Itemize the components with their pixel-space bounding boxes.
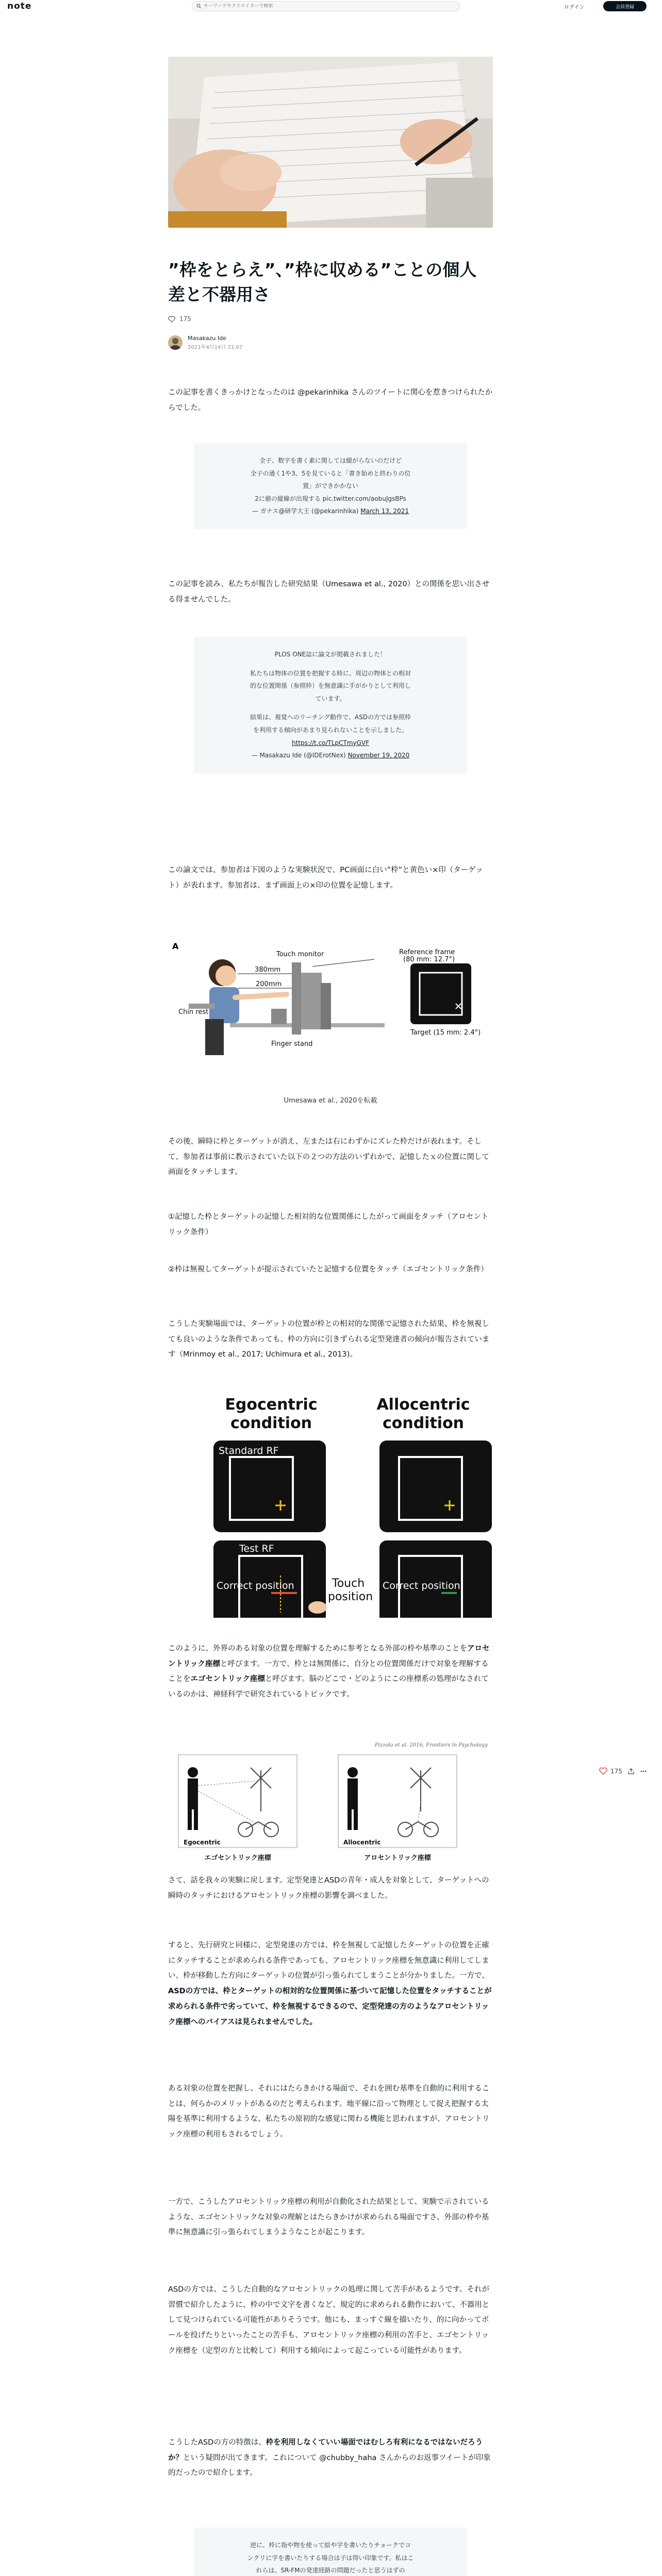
hero-image <box>168 57 493 228</box>
touch-position-label: position <box>328 1590 373 1603</box>
paragraph: この論文では、参加者は下図のような実験状況で、PC画面に白い”枠”と黄色い×印（ターゲット）が表れます。参加者は、まず画面上の×印の位置を記憶します。 <box>168 866 483 890</box>
tweet-embed <box>194 637 467 773</box>
site-header <box>0 0 662 12</box>
paragraph: この記事を読み、私たちが報告した研究結果（Umesawa et al., 2020）との関係を思い出させる得ませんでした。 <box>168 580 490 604</box>
emphasis: ASDの方では、枠とターゲットの相対的な位置関係に基づいて記憶した位置をタッチすることが求められる条件で劣っていて、枠を無視するできるので、定型発達の方のようなアロセントリック座標へのバイアスは見られませんでした。 <box>168 1987 492 2026</box>
tweet-embed <box>194 443 467 529</box>
paragraph: ASDの方では、こうした自動的なアロセントリックの処理に関して苦手があるようです。それが習慣で紹介したように、枠の中で文字を書くなど、規定的に求められる動作において、不器用として見つけられている可能性がありそうです。他にも、まっすぐ線を描いたり、的に向かってボールを投げたりといったことの苦手も、アロセントリック座標の利用の苦手と、エゴセントリック座標を（定型の方と比較して）利用する傾向によって起こっている可能性があります。 <box>168 2285 490 2355</box>
likes-count: 175 <box>179 315 191 323</box>
more-icon[interactable] <box>640 1768 647 1775</box>
search-icon <box>196 4 202 9</box>
tweet-line: ています。 <box>315 694 346 702</box>
allocentric-label: Allocentric <box>343 1839 381 1846</box>
tweet-date-link[interactable]: November 19, 2020 <box>347 752 410 759</box>
tweet-author: — ガナス@研学大王 (@pekarinhika) <box>252 507 359 515</box>
reference-frame-label: Reference frame <box>399 948 455 956</box>
tweet-line: 全子、数字を書く素に関しては綴がらないのだけど <box>259 457 402 464</box>
emphasis: エゴセントリック座標 <box>190 1675 265 1684</box>
emphasis: 枠を利用しなくていい場面ではむしろ有利になるではないだろうか？ <box>168 2438 483 2462</box>
figure-coordinate-illustration <box>168 1739 493 1863</box>
share-icon[interactable] <box>627 1768 635 1775</box>
chin-rest-label: Chin rest <box>178 1008 209 1016</box>
tweet-line: PLOS ONE誌に論文が掲載されました！ <box>274 651 387 658</box>
paragraph: このように、外界のある対象の位置を理解するために参考となる外部の枠や基準のことをアロセントリック座標と呼びます。一方で、枠とは無関係に、自分との位置関係だけで対象を理解することをエゴセントリック座標と呼びます。脳のどこで・どのようにこの座標系の処理がなされているのかは、神経科学で研究されているトピックです。 <box>168 1645 490 1699</box>
article-title: ”枠をとらえ”、”枠に収める”ことの個人差と不器用さ <box>168 260 477 304</box>
egocentric-title: Egocentric <box>225 1396 318 1414</box>
tweet-date-link[interactable]: March 13, 2021 <box>360 507 409 515</box>
tweet-embed <box>194 2528 467 2576</box>
paragraph: すると、先行研究と同様に、定型発達の方では、枠を無視して記憶したターゲットの位置を正確にタッチすることが求められる条件であっても、アロセントリック座標を無意識に利用してしまい、枠が移動した方向にターゲットの位置が引っ張られてしまうことが分かりました。一方で、ASDの方では、枠とターゲットの相対的な位置関係に基づいて記憶した位置をタッチすることが求められる条件で劣っていて、枠を無視するできるので、定型発達の方のようなアロセントリック座標へのバイアスは見られませんでした。 <box>168 1941 492 2026</box>
finger-stand-label: Finger stand <box>271 1040 313 1048</box>
distance-label: 380mm <box>255 966 281 974</box>
correct-position-label: Correct position <box>383 1580 460 1591</box>
egocentric-label: Egocentric <box>184 1839 221 1846</box>
paragraph: この記事を書くきっかけとなったのは @pekarinhika さんのツイートに関心を惹きつけられたからでした。 <box>168 388 493 412</box>
tweet-line: を利用する傾向があまり見られないことを示しました。 <box>253 726 408 734</box>
paragraph: ある対象の位置を把握し、それにはたらきかける場面で、それを囲む基準を自動的に利用することは、何らかのメリットがあるのだと考えられます。地平線に沿って物理として捉え把握する太陽を基準に利用するような、私たちの原初的な感覚に関わる機能と思われますが、アロセントリック座標の利用もされるでしょう。 <box>168 2084 490 2139</box>
figure-source: Pizzolo et al. 2016, Frontiers in Psychology <box>374 1742 488 1748</box>
tweet-line: 2に値の縦線が出現する pic.twitter.com/aobuJgsBPs <box>255 495 406 502</box>
tweet-author: — Masakazu Ide (@IDErotNex) <box>251 752 346 759</box>
paragraph: さて、話を我々の実験に戻します。定型発達とASDの青年・成人を対象として、ターゲットへの瞬時のタッチにおけるアロセントリック座標の影響を調べました。 <box>168 1876 489 1900</box>
tweet-line: れらは、SR-FMの発達経路の問題だったと思うはずの <box>256 2567 405 2574</box>
tweet-line: 的な位置関係（参照枠）を無意識に手がかりとして利用し <box>250 682 411 690</box>
author-name[interactable]: Masakazu Ide <box>188 335 226 342</box>
reference-frame-size-label: (80 mm: 12.7°) <box>403 956 455 963</box>
signup-button[interactable]: 会員登録 <box>603 1 647 11</box>
floating-actions <box>599 1767 647 1775</box>
tweet-line: 全子の通く1や3、5を見ていると「書き始めと終わりの位 <box>250 469 411 477</box>
heart-icon[interactable] <box>168 316 175 323</box>
tweet-line: 置」ができかかない <box>302 482 358 490</box>
paragraph: ①記憶した枠とターゲットの記憶した相対的な位置関係にしたがって画面をタッチ（アロセントリック条件） <box>168 1213 489 1236</box>
figure-experiment-setup <box>168 937 493 1071</box>
paragraph: こうした実験場面では、ターゲットの位置が枠との相対的な関係で記憶された結果、枠を無視しても良いのような条件であっても、枠の方向に引きずられる定型発達者の傾向が報告されています（Mrinmoy et al., 2017; Uchimura et al., 2013)。 <box>168 1320 490 1359</box>
search-bar[interactable] <box>192 1 460 11</box>
figure-caption: Umesawa et al., 2020を転載 <box>284 1097 377 1105</box>
note-logo[interactable]: note <box>7 1 32 11</box>
tweet-line: 逆に、枠に指や物を使って絵や字を書いたりチョークでコ <box>250 2541 411 2549</box>
author-block[interactable] <box>168 335 243 350</box>
author-date: 2021年4月14日 21:07 <box>188 345 243 350</box>
target-label: Target (15 mm: 2.4°) <box>410 1029 481 1037</box>
tweet-author-line <box>211 505 450 518</box>
paragraph: 一方で、こうしたアロセントリック座標の利用が自動化された結果として、実験で示されているような、エゴセントリックな対象の理解とはたらきかけが求められる場面ですさ、外部の枠や基準に無意識に引っ張られてしまうようなことが起こります。 <box>168 2198 489 2237</box>
egocentric-title: condition <box>230 1414 312 1432</box>
paragraph: こうしたASDの方の特徴は、枠を利用しなくていい場面ではむしろ有利になるではないだろうか？という疑問が出てきます。これについて @chubby_haha さんからのお返事ツイートが印象的だったので紹介します。 <box>168 2438 491 2478</box>
heart-icon[interactable] <box>599 1767 607 1775</box>
correct-position-label: Correct position <box>217 1580 294 1591</box>
touch-monitor-label: Touch monitor <box>276 951 324 958</box>
tweet-line: 結果は、視覚へのリーチング動作で、ASDの方では参照枠 <box>250 714 411 721</box>
login-link[interactable]: ログイン <box>564 5 585 10</box>
avatar[interactable] <box>168 335 183 350</box>
distance-label: 200mm <box>256 980 282 988</box>
emphasis: アロセントリック座標 <box>168 1645 490 1668</box>
egocentric-jp-label: エゴセントリック座標 <box>204 1854 271 1862</box>
paragraph: その後、瞬時に枠とターゲットが消え、左または右にわずかにズレた枠だけが表れます。そして、参加者は事前に教示されていた以下の２つの方法のいずれかで、記憶したｘの位置に関して画面をタッチします。 <box>168 1138 489 1177</box>
tweet-line: ンクリに字を書いたりする場合は子は得い印象です。私はこ <box>247 2554 414 2562</box>
standard-rf-label: Standard RF <box>219 1445 279 1456</box>
tweet-link[interactable]: https://t.co/TLpCTmyGVF <box>291 739 370 747</box>
tweet-line: 私たちは物体の位置を把握する時に、周辺の物体との相対 <box>250 669 411 677</box>
touch-position-label: Touch <box>332 1577 365 1590</box>
likes-row <box>168 315 191 323</box>
tweet-author-line <box>211 749 450 762</box>
paragraph: ②枠は無視してターゲットが提示されていたと記憶する位置をタッチ（エゴセントリック条件） <box>168 1265 488 1274</box>
allocentric-jp-label: アロセントリック座標 <box>364 1854 431 1862</box>
floating-likes-count: 175 <box>610 1767 622 1775</box>
allocentric-title: Allocentric <box>376 1396 470 1414</box>
test-rf-label: Test RF <box>239 1543 274 1554</box>
figure-conditions <box>168 1391 493 1618</box>
allocentric-title: condition <box>382 1414 465 1432</box>
panel-letter: A <box>172 941 179 951</box>
search-input[interactable] <box>204 4 455 9</box>
